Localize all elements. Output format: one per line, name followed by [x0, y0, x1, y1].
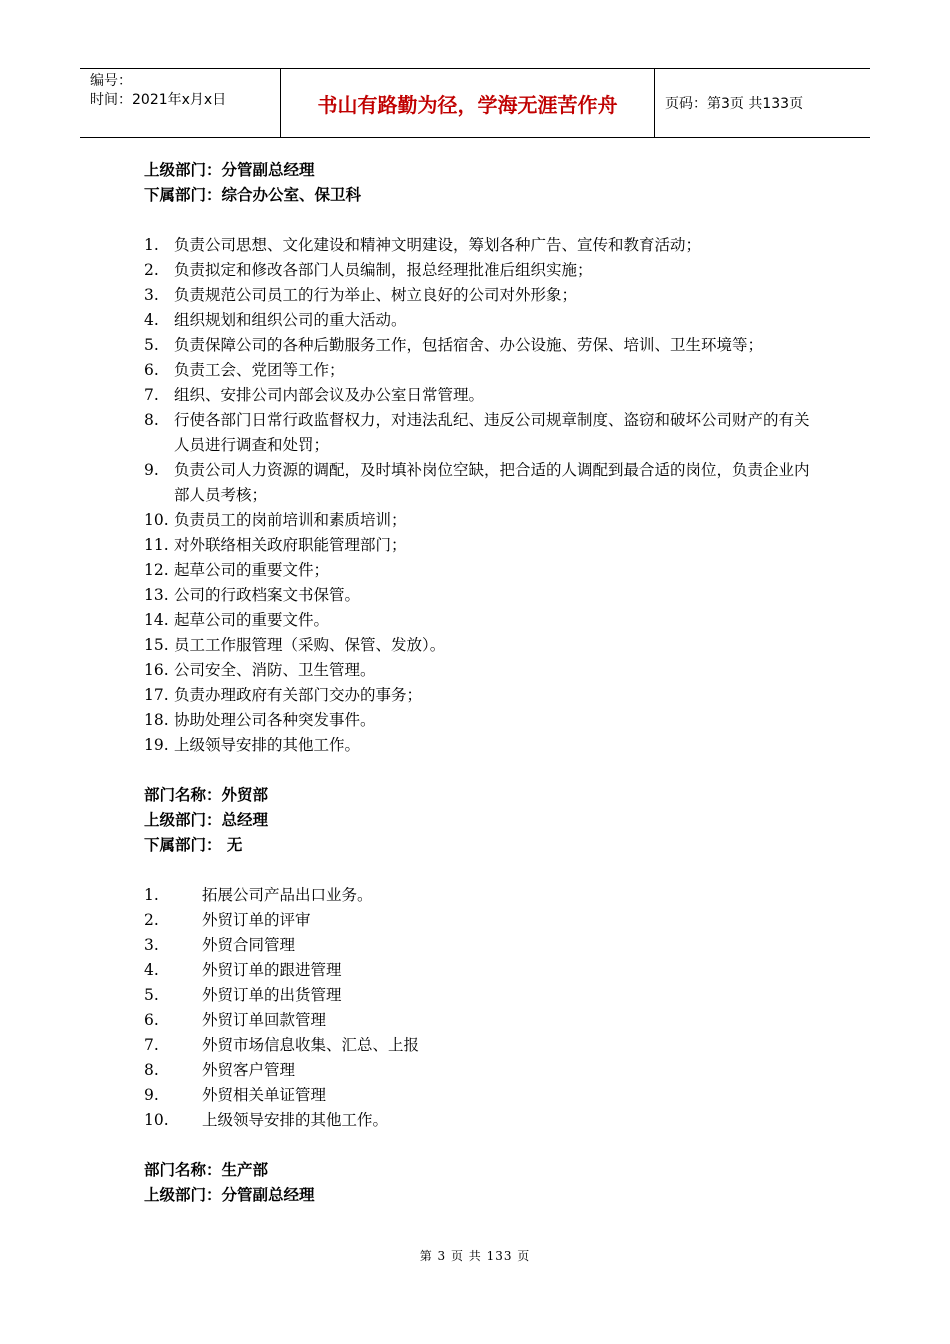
list-item-text: 外贸市场信息收集、汇总、上报	[202, 1036, 420, 1054]
section3-name: 部门名称：生产部	[144, 1161, 269, 1179]
list-item-text: 负责工会、党团等工作；	[174, 361, 345, 379]
list-item	[144, 308, 824, 333]
list-item-number: 6.	[144, 361, 159, 379]
list-item	[144, 933, 824, 958]
list-item-text: 对外联络相关政府职能管理部门；	[174, 536, 407, 554]
list-item-number: 3.	[144, 286, 159, 304]
list-item-number: 8.	[144, 411, 159, 429]
list-item	[144, 908, 824, 933]
list-item-text: 组织规划和组织公司的重大活动。	[174, 311, 407, 329]
list-item-text: 组织、安排公司内部会议及办公室日常管理。	[174, 386, 485, 404]
list-item-text: 负责办理政府有关部门交办的事务；	[174, 686, 423, 704]
list-item	[144, 583, 824, 608]
list-item	[144, 333, 824, 358]
header-page-info: 页码：第3页 共133页	[665, 96, 804, 112]
list-item-text: 员工工作服管理（采购、保管、发放）。	[174, 636, 446, 654]
section1-duty-list	[144, 233, 824, 758]
list-item-number: 3.	[144, 936, 159, 954]
list-item-text: 起草公司的重要文件；	[174, 561, 330, 579]
header-meta	[80, 69, 281, 137]
list-item-text: 负责员工的岗前培训和素质培训；	[174, 511, 407, 529]
list-item	[144, 458, 824, 508]
list-item	[144, 658, 824, 683]
list-item-text: 外贸订单的跟进管理	[202, 961, 342, 979]
list-item	[144, 1008, 824, 1033]
list-item-number: 2.	[144, 261, 159, 279]
list-item	[144, 983, 824, 1008]
list-item-text: 上级领导安排的其他工作。	[174, 736, 361, 754]
list-item-number: 11.	[144, 536, 169, 554]
list-item-number: 15.	[144, 636, 169, 654]
list-item-number: 10.	[144, 1111, 169, 1129]
list-item-number: 5.	[144, 986, 159, 1004]
list-item-number: 10.	[144, 511, 169, 529]
list-item-number: 7.	[144, 386, 159, 404]
list-item-text: 外贸合同管理	[202, 936, 296, 954]
list-item-number: 19.	[144, 736, 169, 754]
list-item-number: 2.	[144, 911, 159, 929]
page-footer: 第 3 页 共 133 页	[419, 1249, 531, 1263]
list-item	[144, 1108, 824, 1133]
list-item	[144, 1033, 824, 1058]
list-item-text: 负责保障公司的各种后勤服务工作，包括宿舍、办公设施、劳保、培训、卫生环境等；	[174, 336, 764, 354]
list-item-number: 1.	[144, 886, 159, 904]
list-item-text: 上级领导安排的其他工作。	[202, 1111, 389, 1129]
list-item-text: 外贸客户管理	[202, 1061, 296, 1079]
list-item	[144, 1083, 824, 1108]
list-item-text: 起草公司的重要文件。	[174, 611, 330, 629]
list-item	[144, 1058, 824, 1083]
list-item	[144, 608, 824, 633]
list-item	[144, 508, 824, 533]
document-body	[144, 158, 824, 1208]
list-item	[144, 633, 824, 658]
list-item-number: 14.	[144, 611, 169, 629]
list-item-number: 9.	[144, 1086, 159, 1104]
list-item-text: 外贸订单回款管理	[202, 1011, 327, 1029]
list-item	[144, 283, 824, 308]
list-item-number: 17.	[144, 686, 169, 704]
list-item-text: 外贸订单的评审	[202, 911, 311, 929]
list-item	[144, 683, 824, 708]
list-item	[144, 883, 824, 908]
header-motto: 书山有路勤为径，学海无涯苦作舟	[281, 69, 655, 137]
list-item-number: 7.	[144, 1036, 159, 1054]
list-item-text: 负责拟定和修改各部门人员编制，报总经理批准后组织实施；	[174, 261, 593, 279]
list-item-text: 公司的行政档案文书保管。	[174, 586, 361, 604]
list-item-text: 拓展公司产品出口业务。	[202, 886, 373, 904]
list-item	[144, 258, 824, 283]
list-item-text: 协助处理公司各种突发事件。	[174, 711, 376, 729]
list-item-number: 13.	[144, 586, 169, 604]
list-item	[144, 708, 824, 733]
page-header	[80, 68, 870, 138]
section2-superior: 上级部门：总经理	[144, 811, 269, 829]
list-item-number: 6.	[144, 1011, 159, 1029]
list-item-number: 8.	[144, 1061, 159, 1079]
list-item	[144, 383, 824, 408]
list-item-number: 18.	[144, 711, 169, 729]
list-item-number: 12.	[144, 561, 169, 579]
list-item-text: 外贸相关单证管理	[202, 1086, 327, 1104]
list-item-number: 16.	[144, 661, 169, 679]
list-item	[144, 408, 824, 458]
list-item	[144, 958, 824, 983]
list-item-number: 5.	[144, 336, 159, 354]
list-item	[144, 358, 824, 383]
section1-subordinate: 下属部门：综合办公室、保卫科	[144, 186, 362, 204]
section3-superior: 上级部门：分管副总经理	[144, 1186, 315, 1204]
list-item	[144, 733, 824, 758]
section1-superior: 上级部门：分管副总经理	[144, 161, 315, 179]
list-item-text: 负责公司人力资源的调配，及时填补岗位空缺，把合适的人调配到最合适的岗位，负责企业内部人员考核；	[174, 461, 810, 504]
list-item	[144, 233, 824, 258]
list-item	[144, 558, 824, 583]
list-item-number: 1.	[144, 236, 159, 254]
list-item-number: 4.	[144, 311, 159, 329]
section2-duty-list	[144, 883, 824, 1133]
section2-name: 部门名称：外贸部	[144, 786, 269, 804]
list-item-number: 9.	[144, 461, 159, 479]
section2-subordinate: 下属部门： 无	[144, 836, 243, 854]
list-item-text: 外贸订单的出货管理	[202, 986, 342, 1004]
document-number-label: 编号：	[90, 73, 132, 89]
list-item-text: 行使各部门日常行政监督权力，对违法乱纪、违反公司规章制度、盗窃和破坏公司财产的有关人员进行调查和处罚；	[174, 411, 810, 454]
document-date: 时间：2021年x月x日	[90, 92, 227, 108]
list-item-text: 负责规范公司员工的行为举止、树立良好的公司对外形象；	[174, 286, 578, 304]
list-item-number: 4.	[144, 961, 159, 979]
list-item-text: 公司安全、消防、卫生管理。	[174, 661, 376, 679]
list-item-text: 负责公司思想、文化建设和精神文明建设，筹划各种广告、宣传和教育活动；	[174, 236, 702, 254]
list-item	[144, 533, 824, 558]
